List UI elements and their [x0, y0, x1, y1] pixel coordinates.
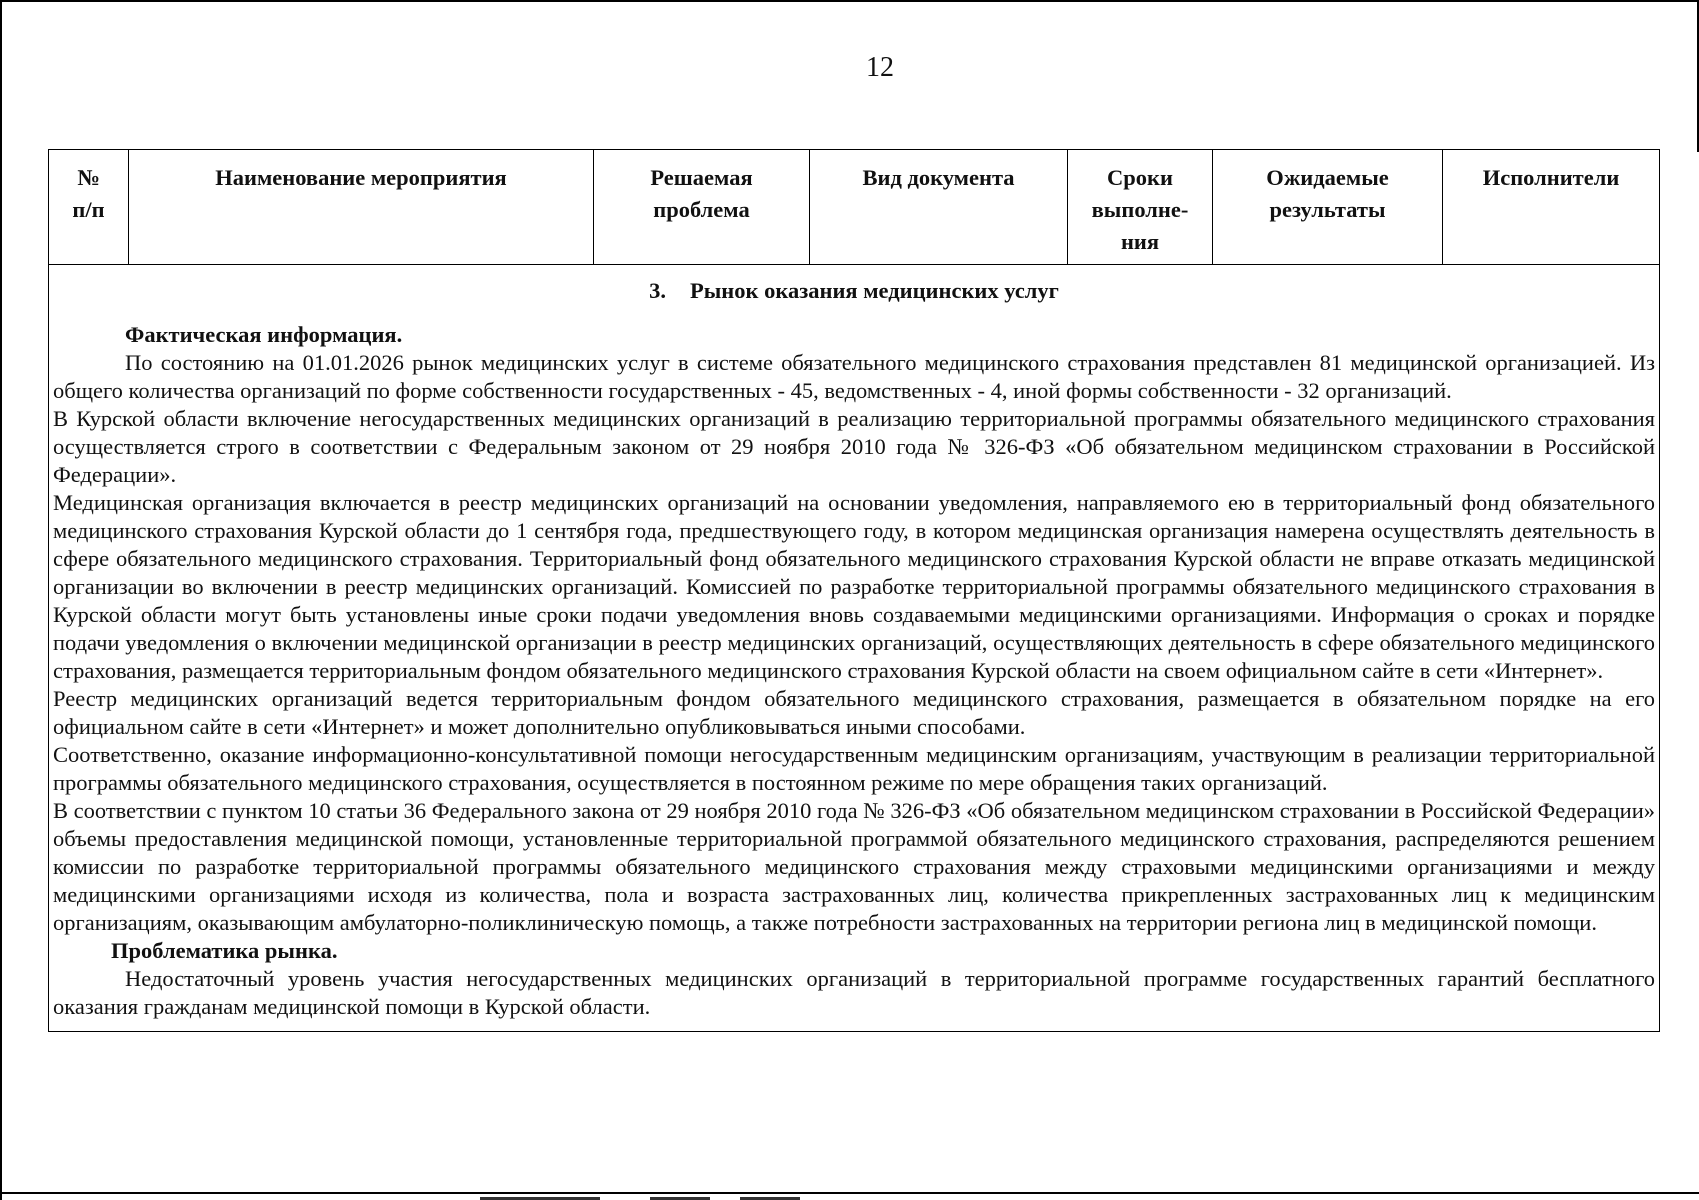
section-cell: [49, 265, 1660, 1032]
header-problem: [594, 150, 810, 265]
paragraph-2: В Курской области включение негосударственных медицинских организаций в реализацию территориальной программы обязательного медицинского страхования осуществляется строго в соответствии с Федеральным законом от 29 ноября 2010 года № 326-ФЗ «Об обязательном медицинском страховании в Российской Федерации».: [53, 406, 1655, 487]
header-number-line1: №: [77, 165, 100, 190]
section-number: 3.: [649, 278, 666, 303]
section-title-text: Рынок оказания медицинских услуг: [689, 278, 1059, 303]
header-expected-results: [1213, 150, 1443, 265]
header-measure-name: [129, 150, 594, 265]
header-document-type: [810, 150, 1068, 265]
header-expected-results-line2: результаты: [1269, 197, 1386, 222]
header-deadlines-line2: выполне-: [1091, 197, 1189, 222]
measures-table: [48, 149, 1660, 1032]
page-edge-bottom: [0, 1192, 1699, 1194]
header-expected-results-line1: Ожидаемые: [1266, 165, 1389, 190]
paragraph-3: Медицинская организация включается в реестр медицинских организаций на основании уведомления, направляемого ею в территориальный фонд обязательного медицинского страхования Курской области до 1 сентября года, предшествующего году, в котором медицинская организация намерена осуществлять деятельность в сфере обязательного медицинского страхования. Территориальный фонд обязательного медицинского страхования Курской области не вправе отказать медицинской организации во включении в реестр медицинских организаций. Комиссией по разработке территориальной программы обязательного медицинского страхования в Курской области могут быть установлены иные сроки подачи уведомления вновь создаваемыми медицинскими организациями. Информация о сроках и порядке подачи уведомления о включении медицинской организации в реестр медицинских организаций, осуществляющих деятельность в сфере обязательного медицинского страхования, размещается территориальным фондом обязательного медицинского страхования Курской области на своем официальном сайте в сети «Интернет».: [53, 490, 1655, 683]
page-edge-left: [0, 0, 2, 1200]
paragraph-6: В соответствии с пунктом 10 статьи 36 Федерального закона от 29 ноября 2010 года № 326-ФЗ «Об обязательном медицинском страховании в Российской Федерации» объемы предоставления медицинской помощи, установленные территориальной программой обязательного медицинского страхования, распределяются решением комиссии по разработке территориальной программы обязательного медицинского страхования между страховыми медицинскими организациями и между медицинскими организациями исходя из количества, пола и возраста застрахованных лиц, количества прикрепленных застрахованных лиц к медицинским организациям, оказывающим амбулаторно-поликлиническую помощь, а также потребности застрахованных на территории региона лиц в медицинской помощи.: [53, 798, 1655, 935]
problems-heading: Проблематика рынка.: [111, 938, 338, 963]
paragraph-1: По состоянию на 01.01.2026 рынок медицинских услуг в системе обязательного медицинского страхования представлен 81 медицинской организацией. Из общего количества организаций по форме собственности государственных - 45, ведомственных - 4, иной формы собственности - 32 организаций.: [53, 350, 1655, 403]
header-executors: [1443, 150, 1660, 265]
paragraph-5: Соответственно, оказание информационно-консультативной помощи негосударственным медицинским организациям, участвующим в реализации территориальной программы обязательного медицинского страхования, осуществляется в постоянном режиме по мере обращения таких организаций.: [53, 742, 1655, 795]
problems-paragraph: Недостаточный уровень участия негосударственных медицинских организаций в территориальной программе государственных гарантий бесплатного оказания гражданам медицинской помощи в Курской области.: [53, 966, 1655, 1019]
header-number: [49, 150, 129, 265]
table-header-row: [49, 150, 1660, 265]
facts-heading: Фактическая информация.: [125, 322, 403, 347]
paragraph-4: Реестр медицинских организаций ведется территориальным фондом обязательного медицинского страхования, размещается в обязательном порядке на его официальном сайте в сети «Интернет» и может дополнительно опубликовываться иными способами.: [53, 686, 1655, 739]
page-edge-top: [0, 0, 1699, 2]
header-measure-name-line1: Наименование мероприятия: [215, 165, 507, 190]
header-problem-line1: Решаемая: [650, 165, 753, 190]
header-number-line2: п/п: [72, 197, 105, 222]
header-deadlines-line3: ния: [1120, 229, 1160, 254]
page-number: 12: [866, 52, 894, 83]
section-row: [49, 265, 1660, 1032]
header-deadlines: [1068, 150, 1213, 265]
section-title: [53, 277, 1655, 305]
header-executors-line1: Исполнители: [1482, 165, 1620, 190]
header-document-type-line1: Вид документа: [862, 165, 1015, 190]
header-deadlines-line1: Сроки: [1107, 165, 1173, 190]
header-problem-line2: проблема: [653, 197, 750, 222]
